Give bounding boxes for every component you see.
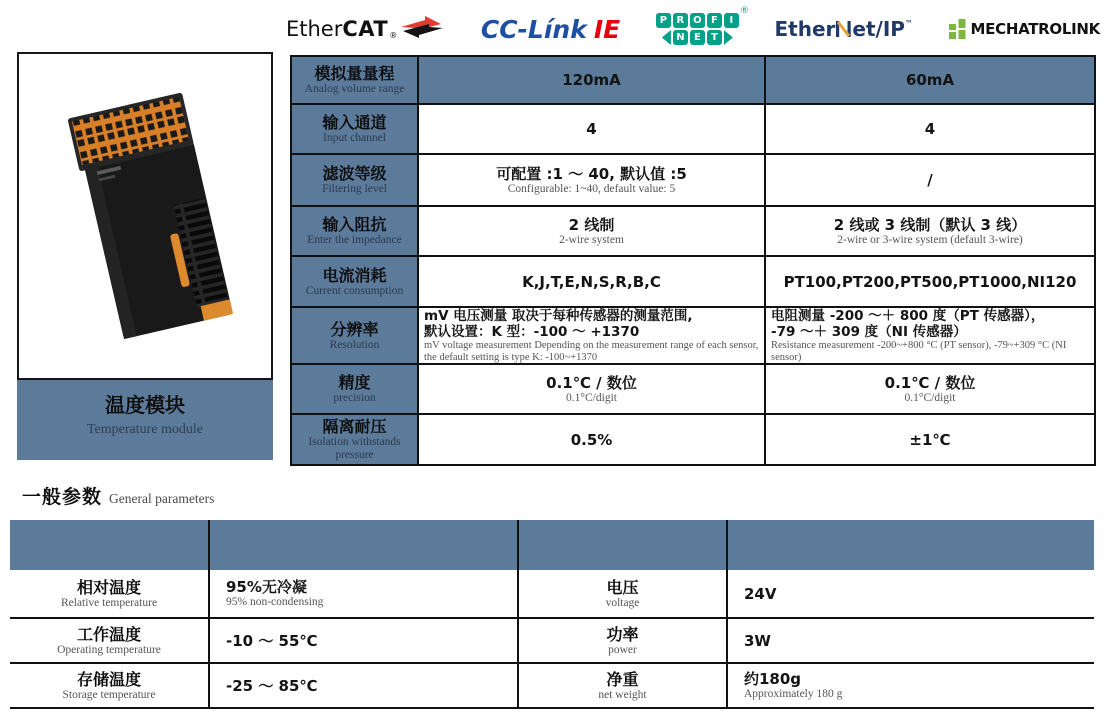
label-zh: 分辨率 bbox=[330, 319, 379, 339]
label-en: Filtering level bbox=[322, 183, 387, 195]
spec-row-analog-range bbox=[291, 56, 1095, 104]
value-main: K,J,T,E,N,S,R,B,C bbox=[522, 272, 661, 291]
value-main: / bbox=[927, 171, 933, 189]
spec-label-cell bbox=[291, 414, 418, 465]
label-zh: 功率 bbox=[606, 624, 639, 644]
spec-value-cell bbox=[765, 206, 1095, 256]
profinet-tile: N bbox=[673, 30, 688, 45]
spec-value-cell bbox=[418, 56, 765, 104]
general-label-cell bbox=[518, 618, 727, 663]
spec-row-filtering-level bbox=[291, 154, 1095, 206]
label-zh: 隔离耐压 bbox=[322, 417, 387, 436]
spec-label-cell bbox=[291, 256, 418, 307]
value-sub: 2-wire or 3-wire system (default 3-wire) bbox=[837, 233, 1023, 246]
spec-value-cell bbox=[765, 56, 1095, 104]
registered-mark: ® bbox=[389, 31, 398, 40]
spec-value-cell bbox=[418, 364, 765, 414]
value-sub: 0.1°C/digit bbox=[566, 391, 617, 404]
profinet-arrow-left-icon bbox=[662, 30, 671, 45]
value-main: 4 bbox=[586, 120, 597, 138]
spec-row-precision bbox=[291, 364, 1095, 414]
value-sub: 2-wire system bbox=[559, 233, 624, 246]
ethernet-ip-logo bbox=[775, 17, 913, 41]
spec-value-cell bbox=[418, 104, 765, 154]
general-label-cell bbox=[518, 570, 727, 618]
value-main: 4 bbox=[924, 120, 936, 138]
spec-label-cell bbox=[291, 206, 418, 256]
spec-table-container bbox=[290, 55, 1096, 466]
label-en: Isolation withstands pressure bbox=[308, 436, 401, 461]
spec-label-cell bbox=[291, 104, 418, 154]
value-main: 2 线或 3 线制（默认 3 线） bbox=[833, 215, 1027, 234]
profinet-logo bbox=[656, 6, 749, 45]
spec-label-cell bbox=[291, 154, 418, 206]
label-zh: 电流消耗 bbox=[322, 265, 387, 285]
spec-value-cell bbox=[418, 307, 765, 364]
product-panel bbox=[17, 52, 273, 460]
label-en: Current consumption bbox=[305, 284, 404, 297]
spec-row-isolation bbox=[291, 414, 1095, 465]
spec-value-cell bbox=[765, 414, 1095, 465]
value-main: 默认设置：K 型：-100 ～ +1370 bbox=[424, 324, 640, 340]
profinet-tile: T bbox=[707, 30, 722, 45]
label-en: Enter the impedance bbox=[307, 234, 402, 246]
spec-value-cell bbox=[418, 154, 765, 206]
general-value-cell bbox=[209, 618, 518, 663]
profinet-tile: P bbox=[656, 13, 671, 28]
general-row-storage-temp bbox=[10, 663, 1094, 708]
general-value-cell bbox=[727, 663, 1094, 708]
label-zh: 精度 bbox=[338, 373, 371, 392]
label-en: power bbox=[608, 643, 637, 656]
value-main: 3W bbox=[744, 631, 771, 650]
profinet-top-row bbox=[656, 13, 739, 28]
spec-value-cell bbox=[765, 104, 1095, 154]
registered-mark: ® bbox=[739, 6, 749, 16]
spec-value-cell bbox=[765, 307, 1095, 364]
general-parameters-heading bbox=[22, 482, 214, 509]
value-main: 2 线制 bbox=[568, 215, 615, 234]
spec-value-cell bbox=[765, 364, 1095, 414]
heading-zh: 一般参数 bbox=[22, 486, 103, 508]
general-value-cell bbox=[727, 570, 1094, 618]
label-en: Operating temperature bbox=[57, 643, 161, 656]
label-zh: 模拟量量程 bbox=[314, 64, 395, 83]
value-main: PT100,PT200,PT500,PT1000,NI120 bbox=[783, 272, 1077, 291]
spec-value-cell bbox=[418, 414, 765, 465]
spec-row-resolution bbox=[291, 307, 1095, 364]
ethernet-ip-n-icon bbox=[836, 21, 851, 37]
spec-row-impedance bbox=[291, 206, 1095, 256]
general-header-cell bbox=[10, 520, 209, 570]
general-value-cell bbox=[727, 618, 1094, 663]
product-name-en: Temperature module bbox=[86, 422, 204, 437]
value-main: 60mA bbox=[905, 71, 955, 89]
value-sub: 95% non-condensing bbox=[226, 596, 324, 608]
value-sub: 0.1°C/digit bbox=[904, 391, 956, 404]
general-label-cell bbox=[10, 618, 209, 663]
general-label-cell bbox=[518, 663, 727, 708]
general-header-cell bbox=[727, 520, 1094, 570]
label-zh: 存储温度 bbox=[76, 669, 141, 689]
value-main: 0.5% bbox=[570, 430, 613, 449]
general-label-cell bbox=[10, 663, 209, 708]
spec-value-cell bbox=[765, 256, 1095, 307]
spec-value-cell bbox=[765, 154, 1095, 206]
general-row-operating-temp bbox=[10, 618, 1094, 663]
label-zh: 滤波等级 bbox=[322, 164, 387, 183]
ethernet-ip-text: Ether bbox=[774, 17, 836, 41]
fieldbus-logo-strip bbox=[286, 6, 1100, 52]
profinet-tile: F bbox=[707, 13, 722, 28]
value-sub: Resistance measurement -200~+800 °C (PT sensor), -79~+309 °C (NI sensor) bbox=[771, 340, 1067, 363]
spec-row-current-consumption bbox=[291, 256, 1095, 307]
general-table-container bbox=[10, 520, 1094, 709]
general-header-row bbox=[10, 520, 1094, 570]
label-en: Relative temperature bbox=[60, 596, 158, 609]
spec-label-cell bbox=[291, 364, 418, 414]
value-main: 电阻测量 -200 ～＋ 800 度（PT 传感器）， bbox=[771, 308, 1045, 324]
value-sub: mV voltage measurement Depending on the measurement range of each sensor, the default setting is type K: -100~+1370 bbox=[424, 340, 759, 363]
value-sub: Approximately 180 g bbox=[744, 688, 843, 700]
mechatrolink-icon bbox=[949, 19, 967, 39]
spec-label-cell bbox=[291, 56, 418, 104]
value-main: -79 ～＋ 309 度（NI 传感器） bbox=[771, 324, 967, 340]
ethercat-arrow-icon bbox=[399, 16, 445, 42]
label-en: Analog volume range bbox=[304, 83, 405, 95]
cclink-ie-text: IE bbox=[593, 14, 621, 44]
trademark-mark: ™ bbox=[904, 19, 913, 28]
profinet-bottom-row bbox=[662, 30, 733, 45]
label-en: precision bbox=[333, 392, 376, 404]
spec-row-input-channel bbox=[291, 104, 1095, 154]
general-header-cell bbox=[518, 520, 727, 570]
general-value-cell bbox=[209, 663, 518, 708]
heading-en: General parameters bbox=[109, 491, 215, 506]
ethercat-text: Ether bbox=[286, 17, 343, 41]
value-main: 120mA bbox=[562, 71, 621, 89]
value-main: 24V bbox=[744, 584, 777, 603]
product-caption bbox=[17, 380, 273, 460]
spec-table bbox=[290, 55, 1096, 466]
label-en: net weight bbox=[598, 688, 647, 701]
ethercat-text-bold: CAT bbox=[342, 17, 389, 41]
ethernet-ip-text: et/IP bbox=[852, 17, 905, 41]
profinet-arrow-right-icon bbox=[724, 30, 733, 45]
label-zh: 输入阻抗 bbox=[322, 215, 387, 234]
value-main: ±1℃ bbox=[909, 430, 951, 449]
label-zh: 输入通道 bbox=[322, 113, 387, 132]
value-main: 约180g bbox=[744, 670, 802, 688]
profinet-tile: I bbox=[724, 13, 739, 28]
general-row-relative-temp bbox=[10, 570, 1094, 618]
label-en: Input channel bbox=[323, 132, 386, 144]
product-name-zh: 温度模块 bbox=[105, 393, 185, 417]
ethercat-logo bbox=[286, 16, 445, 42]
label-zh: 净重 bbox=[606, 669, 639, 689]
cclink-text: CC-Línk bbox=[480, 14, 587, 44]
label-en: voltage bbox=[605, 596, 640, 609]
value-main: 可配置 :1 ～ 40, 默认值 :5 bbox=[496, 164, 687, 183]
value-sub: Configurable: 1~40, default value: 5 bbox=[507, 182, 676, 195]
value-main: -10 ～ 55℃ bbox=[226, 631, 318, 650]
value-main: mV 电压测量 取决于每种传感器的测量范围, bbox=[424, 308, 693, 324]
value-main: 0.1℃ / 数位 bbox=[884, 373, 976, 392]
general-value-cell bbox=[209, 570, 518, 618]
value-main: 95%无冷凝 bbox=[226, 578, 307, 596]
label-zh: 工作温度 bbox=[76, 624, 141, 644]
label-zh: 相对温度 bbox=[76, 577, 141, 597]
general-label-cell bbox=[10, 570, 209, 618]
profinet-tile: R bbox=[673, 13, 688, 28]
mechatrolink-logo bbox=[949, 19, 1100, 39]
value-main: -25 ～ 85℃ bbox=[226, 676, 318, 695]
label-en: Storage temperature bbox=[62, 688, 156, 701]
profinet-tile: O bbox=[690, 13, 705, 28]
mechatrolink-text: MECHATROLINK bbox=[970, 20, 1100, 38]
spec-value-cell bbox=[418, 206, 765, 256]
product-photo-frame bbox=[17, 52, 273, 380]
label-zh: 电压 bbox=[606, 577, 639, 597]
spec-value-cell bbox=[418, 256, 765, 307]
label-en: Resolution bbox=[329, 338, 380, 351]
general-table bbox=[10, 520, 1094, 709]
temperature-module-image bbox=[43, 69, 248, 364]
profinet-tile: E bbox=[690, 30, 705, 45]
value-main: 0.1℃ / 数位 bbox=[546, 373, 637, 392]
spec-label-cell bbox=[291, 307, 418, 364]
general-header-cell bbox=[209, 520, 518, 570]
cclink-ie-logo bbox=[481, 15, 620, 44]
